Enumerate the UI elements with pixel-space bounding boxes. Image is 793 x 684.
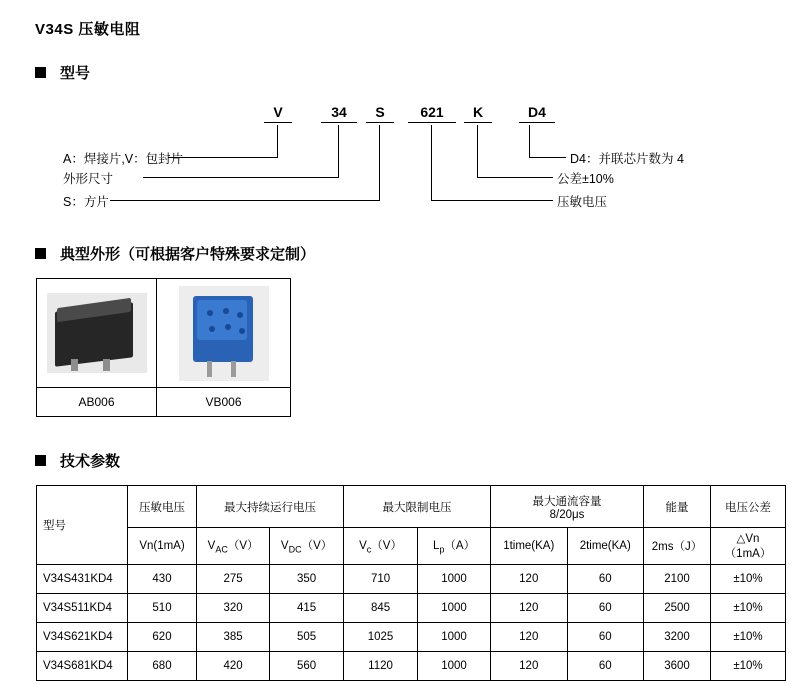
cell-vc: 845 — [344, 594, 418, 623]
col-subheader-tolerance-line2: （1mA） — [724, 548, 772, 560]
col-subheader-vac: $V_{AC}(V)$ — [197, 528, 270, 565]
cell-tolerance: ±10% — [711, 565, 786, 594]
table-header-row-2 — [37, 528, 786, 565]
col-subheader-surge-1time: 1time(KA) — [491, 528, 568, 565]
part-number-diagram — [0, 96, 793, 226]
part-note-right-0: D4：并联芯片数为 4 — [570, 152, 684, 166]
photo-dot — [225, 324, 231, 330]
part-note-left-2: S：方片 — [63, 195, 109, 209]
cell-model: V34S681KD4 — [37, 652, 128, 681]
col-header-energy: 能量 — [644, 486, 711, 528]
col-subheader-vn: Vn(1mA) — [128, 528, 197, 565]
part-note-right-2: 压敏电压 — [557, 195, 608, 209]
col-subheader-lp: $L_p(A)$ — [418, 528, 491, 565]
part-code-0: V — [264, 104, 292, 123]
cell-lp: 1000 — [418, 652, 491, 681]
col-subheader-tolerance — [711, 528, 786, 565]
specifications-table-head — [37, 486, 786, 565]
section-label-appearance: 典型外形（可根据客户特殊要求定制） — [60, 246, 316, 263]
leader-line-h-1 — [143, 177, 339, 178]
part-code-2: S — [366, 104, 394, 123]
col-header-voltage-tolerance: 电压公差 — [711, 486, 786, 528]
specifications-table-body — [37, 565, 786, 681]
col-subheader-vdc: $V_{DC}(V)$ — [270, 528, 344, 565]
appearance-table — [36, 278, 291, 417]
cell-vac: 385 — [197, 623, 270, 652]
leader-line-h-3 — [431, 200, 553, 201]
photo-lead-right — [231, 361, 236, 377]
leader-line-v-3 — [431, 125, 432, 200]
table-row — [37, 652, 786, 681]
cell-surge-1time: 120 — [491, 652, 568, 681]
leader-line-h-5 — [529, 157, 566, 158]
section-header-specs — [35, 450, 120, 471]
cell-vn: 620 — [128, 623, 197, 652]
part-note-right-1: 公差±10% — [557, 172, 614, 186]
leader-line-v-4 — [477, 125, 478, 177]
square-bullet-icon — [35, 455, 46, 466]
cell-surge-1time: 120 — [491, 623, 568, 652]
leader-line-v-1 — [338, 125, 339, 177]
leader-line-h-0 — [168, 157, 278, 158]
photo-lead-left — [71, 359, 78, 371]
cell-lp: 1000 — [418, 623, 491, 652]
cell-vc: 1120 — [344, 652, 418, 681]
cell-surge-2time: 60 — [567, 565, 644, 594]
photo-dot — [209, 326, 215, 332]
cell-tolerance: ±10% — [711, 623, 786, 652]
part-code-5: D4 — [519, 104, 555, 123]
cell-vc: 710 — [344, 565, 418, 594]
col-subheader-tolerance-line1: △Vn — [736, 533, 760, 545]
part-code-4: K — [464, 104, 492, 123]
cell-vac: 275 — [197, 565, 270, 594]
cell-energy: 3200 — [644, 623, 711, 652]
cell-energy: 2500 — [644, 594, 711, 623]
appearance-image-cell-vb006 — [157, 279, 291, 388]
photo-lead-right — [103, 359, 110, 371]
col-header-max-clamping-voltage: 最大限制电压 — [344, 486, 491, 528]
table-row — [37, 565, 786, 594]
col-header-surge-current-sub: 8/20μs — [549, 508, 585, 521]
photo-face — [197, 300, 247, 340]
cell-vdc: 415 — [270, 594, 344, 623]
appearance-caption-vb006: VB006 — [157, 388, 291, 417]
cell-energy: 2100 — [644, 565, 711, 594]
part-code-3: 621 — [408, 104, 456, 123]
part-note-left-0: A：焊接片,V：包封片 — [63, 152, 184, 166]
cell-vc: 1025 — [344, 623, 418, 652]
cell-surge-1time: 120 — [491, 594, 568, 623]
product-photo-vb006 — [179, 286, 269, 381]
appearance-caption-ab006: AB006 — [37, 388, 157, 417]
cell-vdc: 505 — [270, 623, 344, 652]
cell-vac: 320 — [197, 594, 270, 623]
col-header-varistor-voltage: 压敏电压 — [128, 486, 197, 528]
square-bullet-icon — [35, 67, 46, 78]
col-subheader-surge-2time: 2time(KA) — [567, 528, 644, 565]
leader-line-v-5 — [529, 125, 530, 157]
leader-line-h-2 — [110, 200, 380, 201]
cell-surge-2time: 60 — [567, 652, 644, 681]
col-subheader-energy-2ms: 2ms（J） — [644, 528, 711, 565]
appearance-caption-row — [37, 388, 291, 417]
leader-line-v-0 — [277, 125, 278, 157]
part-code-1: 34 — [321, 104, 357, 123]
table-header-row-1 — [37, 486, 786, 528]
leader-line-h-4 — [477, 177, 553, 178]
square-bullet-icon — [35, 248, 46, 259]
section-label-specs: 技术参数 — [60, 453, 121, 470]
section-header-appearance — [35, 243, 315, 264]
col-header-surge-current-main: 最大通流容量 — [532, 495, 602, 508]
cell-model: V34S621KD4 — [37, 623, 128, 652]
cell-surge-1time: 120 — [491, 565, 568, 594]
section-label-part-number: 型号 — [60, 65, 91, 82]
photo-dot — [207, 310, 213, 316]
cell-surge-2time: 60 — [567, 623, 644, 652]
cell-vdc: 560 — [270, 652, 344, 681]
photo-dot — [223, 308, 229, 314]
cell-lp: 1000 — [418, 565, 491, 594]
leader-line-v-2 — [379, 125, 380, 200]
cell-vdc: 350 — [270, 565, 344, 594]
cell-vn: 680 — [128, 652, 197, 681]
col-header-model: 型号 — [37, 486, 128, 565]
cell-vac: 420 — [197, 652, 270, 681]
specifications-table — [36, 485, 786, 681]
col-subheader-vc: $V_c(V)$ — [344, 528, 418, 565]
photo-lead-left — [207, 361, 212, 377]
photo-dot — [237, 312, 243, 318]
cell-vn: 430 — [128, 565, 197, 594]
section-header-part-number — [35, 62, 90, 83]
cell-vn: 510 — [128, 594, 197, 623]
cell-energy: 3600 — [644, 652, 711, 681]
part-note-left-1: 外形尺寸 — [63, 172, 114, 186]
page-title: V34S 压敏电阻 — [35, 21, 141, 38]
table-row — [37, 594, 786, 623]
cell-surge-2time: 60 — [567, 594, 644, 623]
appearance-image-row — [37, 279, 291, 388]
cell-model: V34S431KD4 — [37, 565, 128, 594]
cell-tolerance: ±10% — [711, 652, 786, 681]
product-photo-ab006 — [47, 293, 147, 373]
appearance-image-cell-ab006 — [37, 279, 157, 388]
cell-model: V34S511KD4 — [37, 594, 128, 623]
photo-dot — [239, 328, 245, 334]
col-header-surge-current — [491, 486, 644, 528]
cell-tolerance: ±10% — [711, 594, 786, 623]
cell-lp: 1000 — [418, 594, 491, 623]
table-row — [37, 623, 786, 652]
col-header-max-continuous-voltage: 最大持续运行电压 — [197, 486, 344, 528]
